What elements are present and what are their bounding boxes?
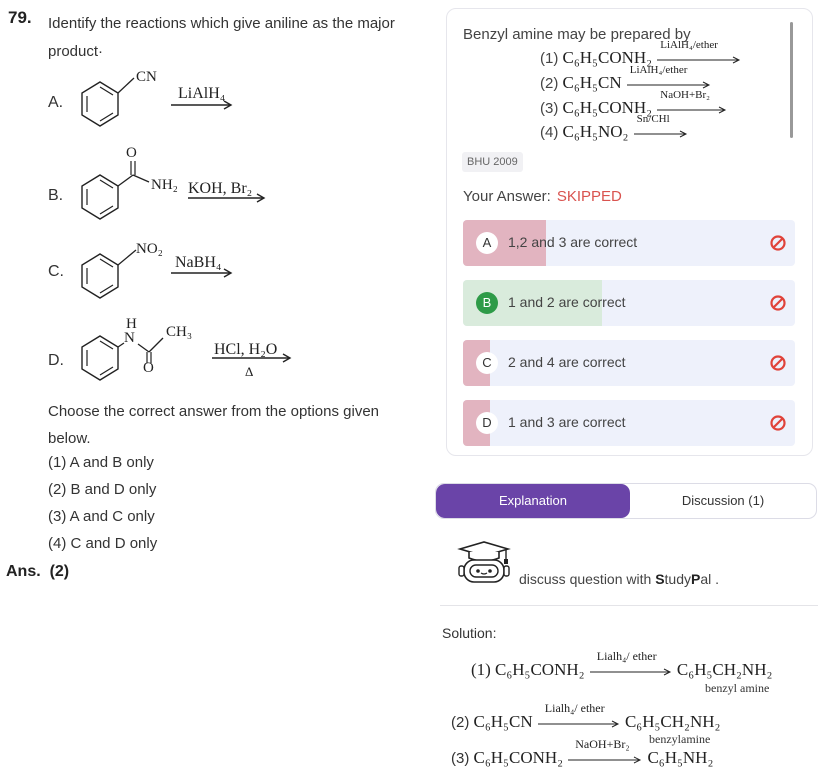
reaction-arrow (633, 113, 689, 142)
solution-note-1: benzyl amine (705, 681, 770, 695)
reagent-d: HCl, H₂O (214, 341, 278, 358)
your-answer-status: SKIPPED (556, 188, 622, 205)
answer-option-c[interactable] (463, 340, 795, 386)
studypal-suffix: . (711, 571, 720, 587)
solution-formula: C₆H₅CONH₂ (495, 660, 585, 679)
answer-option-d[interactable] (463, 400, 795, 446)
explanation-discussion-tabs (435, 483, 817, 519)
reagent-b: KOH, Br₂ (188, 180, 253, 197)
section-divider (440, 605, 818, 606)
studypal-prefix: discuss question with (519, 571, 656, 587)
choice-3: (3) A and C only (48, 508, 155, 525)
solution-formula: C₆H₅CN (473, 712, 533, 731)
option-d-label: D. (48, 352, 64, 369)
card-line-4 (540, 113, 689, 142)
option-letter-badge: D (476, 412, 498, 434)
substituent-nh2: NH₂ (151, 177, 178, 193)
option-letter-badge: A (476, 232, 498, 254)
arrow-icon (633, 128, 689, 138)
studypal-robot-icon[interactable] (452, 540, 516, 586)
solution-reagent: Lialh₄/ ether (596, 649, 657, 663)
card-line-formula: C₆H₅CONH₂ (562, 48, 653, 67)
your-answer (463, 188, 622, 205)
card-line-reagent: LiAlH₄/ether (629, 64, 688, 76)
card-line-reagent: NaOH+Br₂ (660, 89, 711, 101)
carbonyl-oxygen-b: O (126, 145, 137, 161)
ban-icon (769, 414, 787, 432)
question-text: Identify the reactions which give aniline as the major product· (48, 15, 395, 60)
studypal-brand-tudy: tudy (664, 571, 691, 587)
solution-product: C₆H₅CH₂NH₂ (676, 660, 773, 679)
solution-note-2: benzylamine (649, 732, 711, 746)
solution-label: Solution: (442, 625, 497, 641)
card-scrollbar[interactable] (790, 22, 793, 138)
studypal-brand-s: S (655, 571, 665, 587)
solution-product: C₆H₅NH₂ (647, 748, 714, 767)
card-line-num: (3) (540, 100, 559, 117)
arrow-icon (537, 718, 621, 728)
studypal-brand-p: P (691, 571, 701, 587)
choose-instruction: Choose the correct answer from the options given below. (48, 403, 380, 447)
option-text: 1,2 and 3 are correct (508, 234, 638, 250)
choice-1: (1) A and B only (48, 454, 154, 471)
card-line-reagent: LiAlH₄/ether (660, 39, 718, 51)
arrow-c (170, 268, 236, 278)
card-line-formula: C₆H₅CN (562, 73, 622, 92)
reagent-d-heat: Δ (245, 364, 254, 379)
amide-nitrogen-d: N (124, 330, 135, 346)
solution-reagent: Lialh₄/ ether (544, 701, 605, 715)
benzene-ring-b (78, 145, 158, 223)
answer-option-b[interactable] (463, 280, 795, 326)
arrow-icon (589, 666, 673, 676)
substituent-cn: CN (136, 69, 157, 85)
ban-icon (769, 354, 787, 372)
choice-2: (2) B and D only (48, 481, 157, 498)
card-line-reagent: Sn/CHl (636, 113, 670, 125)
reaction-arrow (589, 649, 673, 680)
option-letter-badge: C (476, 352, 498, 374)
ban-icon (769, 294, 787, 312)
answer-value: (2) (49, 563, 70, 580)
card-line-formula: C₆H₅CONH₂ (562, 98, 653, 117)
card-line-num: (2) (540, 75, 559, 92)
studypal-link[interactable] (519, 571, 719, 587)
arrow-icon (656, 54, 742, 64)
option-text: 2 and 4 are correct (508, 354, 626, 370)
answer-option-a[interactable] (463, 220, 795, 266)
card-line-3 (540, 89, 728, 118)
solution-product: C₆H₅CH₂NH₂ (624, 712, 721, 731)
option-text: 1 and 3 are correct (508, 414, 626, 430)
option-text: 1 and 2 are correct (508, 294, 626, 310)
solution-formula: C₆H₅CONH₂ (473, 748, 564, 767)
answer-label: Ans. (6, 563, 41, 580)
arrow-a (170, 100, 236, 110)
arrow-d (211, 353, 295, 363)
arrow-icon (567, 754, 643, 764)
carbonyl-oxygen-d: O (143, 360, 154, 376)
option-letter-badge: B (476, 292, 498, 314)
reagent-c: NaBH₄ (175, 254, 222, 271)
solution-num: (1) (471, 660, 491, 679)
substituent-no2: NO₂ (136, 241, 163, 257)
solution-num: (3) (451, 750, 470, 767)
amide-hydrogen-d: H (126, 316, 137, 332)
option-b-label: B. (48, 187, 64, 204)
card-line-num: (4) (540, 124, 559, 141)
ban-icon (769, 234, 787, 252)
choice-4: (4) C and D only (48, 535, 158, 552)
your-answer-label: Your Answer: (463, 188, 551, 205)
option-a-label: A. (48, 94, 64, 111)
solution-line-2 (451, 701, 721, 732)
option-c-label: C. (48, 263, 64, 280)
reaction-arrow (567, 737, 643, 768)
card-question-title: Benzyl amine may be prepared by (463, 26, 691, 43)
card-line-formula: C₆H₅NO₂ (562, 122, 629, 141)
solution-reagent: NaOH+Br₂ (575, 737, 630, 751)
arrow-b (187, 193, 269, 203)
solution-line-1 (471, 649, 773, 680)
answer (6, 563, 69, 581)
arrow-icon (626, 79, 712, 89)
question-number: 79. (8, 8, 32, 27)
tab-discussion[interactable]: Discussion (1) (681, 493, 765, 508)
tab-explanation[interactable]: Explanation (436, 484, 630, 518)
studypal-brand-al: al (700, 571, 712, 587)
reagent-a: LiAlH₄ (178, 85, 226, 102)
solution-num: (2) (451, 714, 470, 731)
exam-tag: BHU 2009 (462, 152, 523, 172)
substituent-ch3: CH₃ (166, 324, 193, 340)
card-line-num: (1) (540, 50, 559, 67)
reaction-arrow (537, 701, 621, 732)
